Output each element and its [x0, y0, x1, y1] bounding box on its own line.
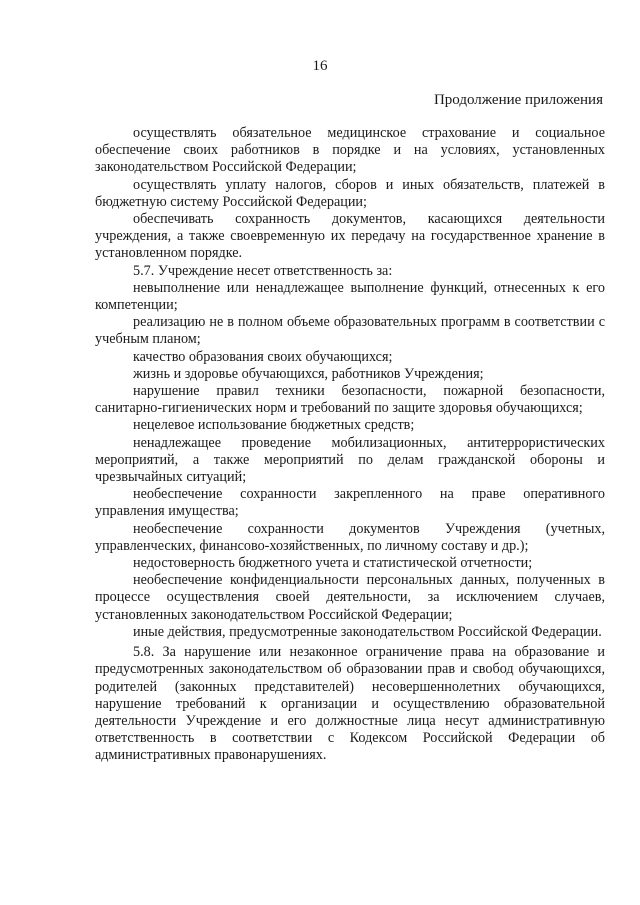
paragraph: качество образования своих обучающихся; — [133, 348, 393, 365]
paragraph: осуществлять уплату налогов, сборов и иных обязательств, платежей в бюджетную систему Российской Федерации; — [95, 176, 605, 210]
body-text — [95, 125, 605, 765]
paragraph: осуществлять обязательное медицинское страхование и социальное обеспечение своих работников в порядке и на условиях, установленных законодательством Российской Федерации; — [95, 125, 605, 176]
paragraph: недостоверность бюджетного учета и статистической отчетности; — [133, 555, 533, 572]
paragraph: иные действия, предусмотренные законодательством Российской Федерации. — [133, 623, 602, 640]
paragraph: жизнь и здоровье обучающихся, работников Учреждения; — [133, 365, 484, 382]
paragraph: обеспечивать сохранность документов, касающихся деятельности учреждения, а также своевременную их передачу на государственное хранение в установленном порядке. — [95, 211, 605, 262]
paragraph: 5.7. Учреждение несет ответственность за: — [133, 262, 393, 279]
paragraph: необеспечение сохранности документов Учреждения (учетных, управленческих, финансово-хозяйственных, по личному составу и др.); — [95, 520, 605, 554]
paragraph: необеспечение конфиденциальности персональных данных, полученных в процессе осуществления своей деятельности, за исключением случаев, установленных законодательством Российской Федерации; — [95, 572, 605, 623]
paragraph: невыполнение или ненадлежащее выполнение функций, отнесенных к его компетенции; — [95, 279, 605, 314]
paragraph: 5.8. За нарушение или незаконное ограничение права на образование и предусмотренных законодательством об образовании прав и свобод обучающихся, родителей (законных представителей) несовершеннолетних обучающихся, нарушение требований к организации и осуществлению образовательной деятельности Учреждение и его должностные лица несут административную ответственность в соответствии с Кодексом Российской Федерации об административных правонарушениях. — [95, 644, 605, 764]
header-note: Продолжение приложения — [433, 92, 603, 108]
paragraph: нарушение правил техники безопасности, пожарной безопасности, санитарно-гигиенических норм и требований по защите здоровья обучающихся; — [95, 383, 605, 417]
paragraph: необеспечение сохранности закрепленного на праве оперативного управления имущества; — [95, 486, 605, 520]
paragraph: нецелевое использование бюджетных средств; — [133, 417, 415, 434]
paragraph: ненадлежащее проведение мобилизационных, антитеррористических мероприятий, а также мероприятий по делам гражданской обороны и чрезвычайных ситуаций; — [95, 434, 605, 486]
page-number: 16 — [312, 58, 328, 74]
paragraph: реализацию не в полном объеме образовательных программ в соответствии с учебным планом; — [95, 314, 605, 348]
